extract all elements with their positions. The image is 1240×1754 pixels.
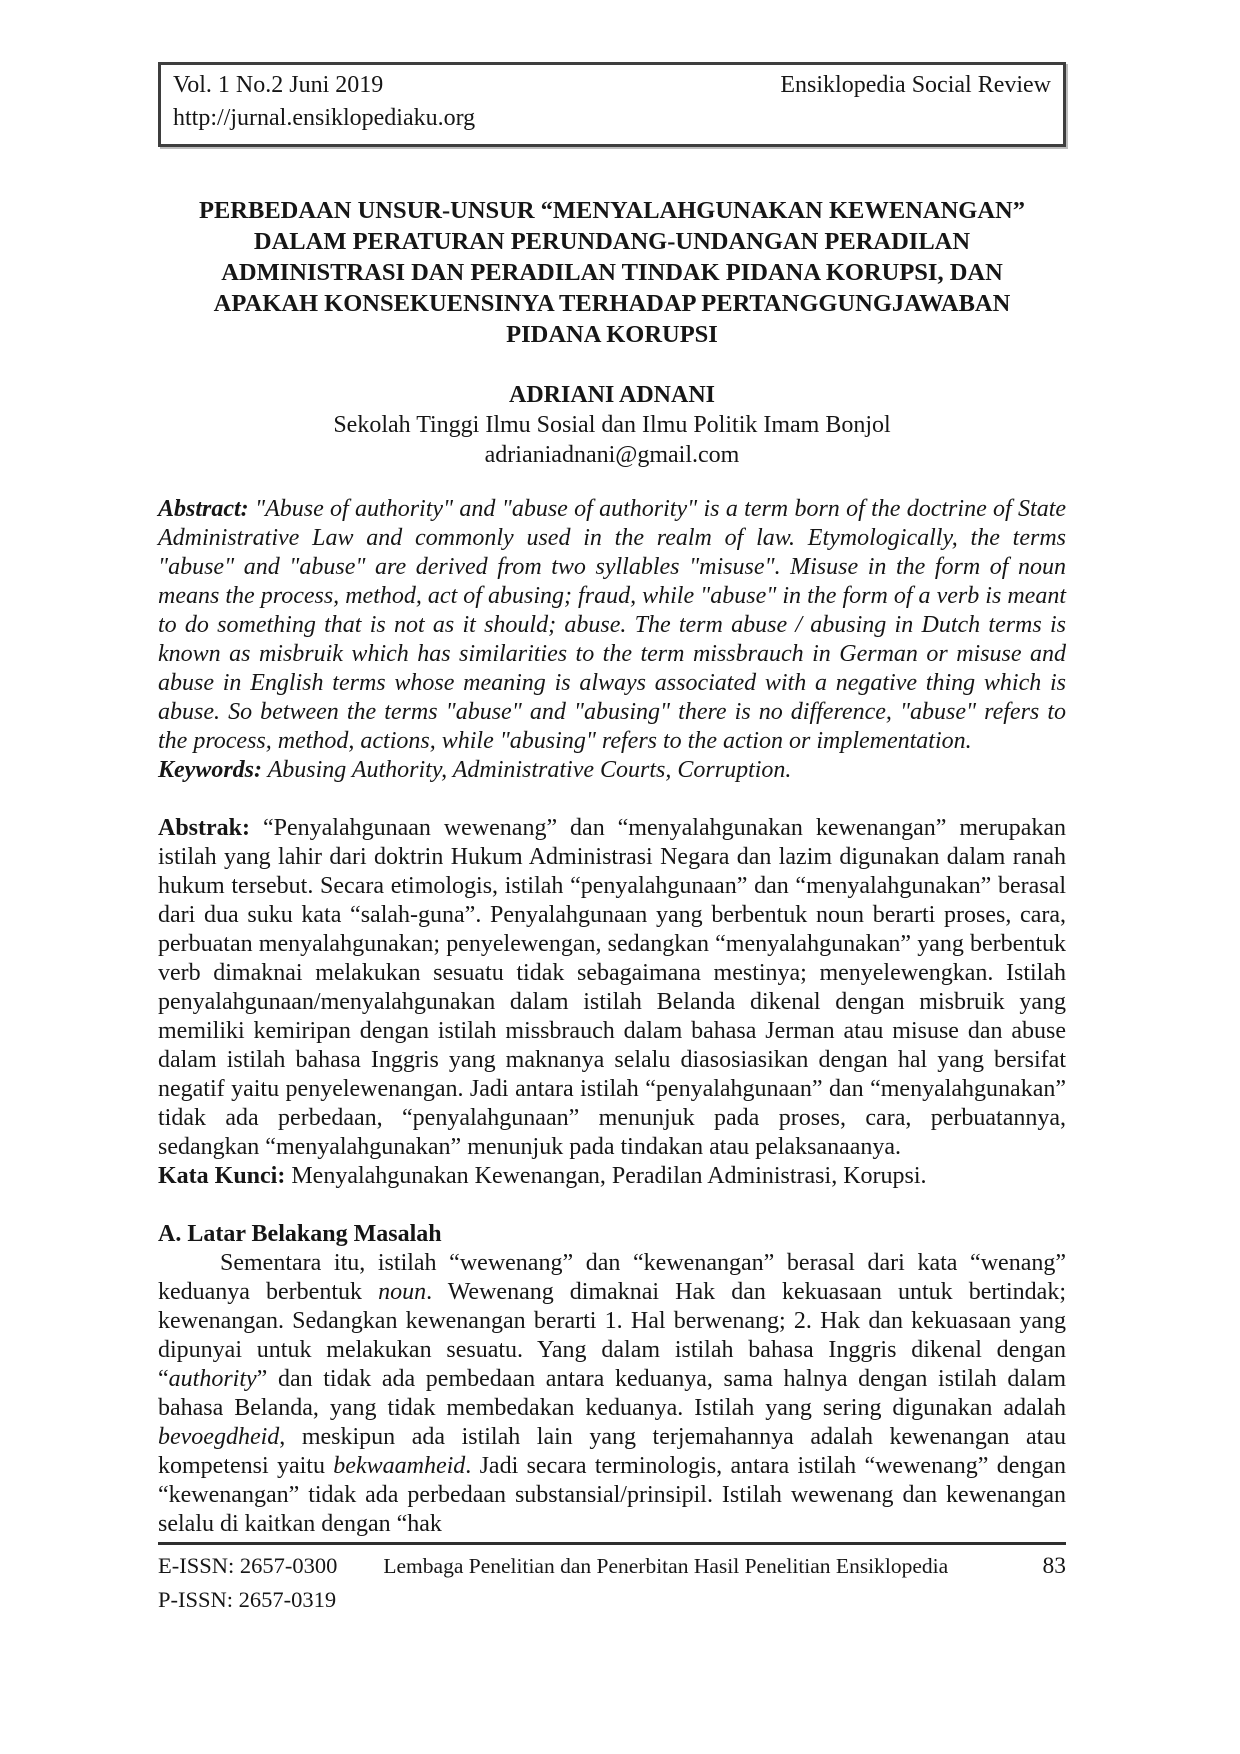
abstract-en-text: "Abuse of authority" and "abuse of authority" is a term born of the doctrine of State Administrative Law and commonly used in the realm of law. Etymologically, the terms "abuse" and "abuse" are derived from two syllables "misuse". Misuse in the form of noun means the process, method, act of abusing; fraud, while "abuse" in the form of a verb is meant to do something that is not as it should; abuse. The term abuse / abusing in Dutch terms is known as misbruik which has similarities to the term missbrauch in German or misuse and abuse in English terms whose meaning is always associated with a negative thing which is abuse. So between the terms "abuse" and "abusing" there is no difference, "abuse" refers to the process, method, actions, while "abusing" refers to the action or implementation. (158, 496, 1067, 754)
e-issn: E-ISSN: 2657-0300 (158, 1553, 338, 1578)
article-title-line: PIDANA KORUPSI (506, 321, 718, 348)
journal-name: Ensiklopedia Social Review (780, 72, 1051, 98)
abstract-en-label: Abstract: (158, 496, 249, 522)
abstract-id (158, 814, 1066, 1162)
keywords-id-label: Kata Kunci: (158, 1163, 286, 1189)
article-title (158, 195, 1066, 350)
author-affiliation: Sekolah Tinggi Ilmu Sosial dan Ilmu Politik Imam Bonjol (333, 412, 891, 438)
abstract-id-label: Abstrak: (158, 815, 251, 841)
page-number: 83 (1042, 1553, 1066, 1579)
keywords-en-text: Abusing Authority, Administrative Courts, Corruption. (267, 757, 792, 783)
author-email[interactable]: adrianiadnani@gmail.com (484, 442, 740, 468)
article-title-line: DALAM PERATURAN PERUNDANG-UNDANGAN PERADILAN (253, 228, 971, 255)
journal-header (158, 62, 1066, 147)
article-title-line: PERBEDAAN UNSUR-UNSUR “MENYALAHGUNAKAN KEWENANGAN” (198, 197, 1025, 224)
author-block (158, 380, 1066, 470)
keywords-id (158, 1162, 1066, 1191)
p-issn: P-ISSN: 2657-0319 (158, 1587, 337, 1612)
author-name: ADRIANI ADNANI (508, 382, 715, 408)
abstract-id-text: “Penyalahgunaan wewenang” dan “menyalahgunakan kewenangan” merupakan istilah yang lahir dari doktrin Hukum Administrasi Negara dan lazim digunakan dalam ranah hukum tersebut. Secara etimologis, istilah “penyalahgunaan” dan “menyalahgunakan” berasal dari dua suku kata “salah-guna”. Penyalahgunaan yang berbentuk noun berarti proses, cara, perbuatan menyalahgunakan; penyelewengan, sedangkan “menyalahgunakan” yang berbentuk verb dimaknai melakukan sesuatu tidak sebagaimana mestinya; menyelewengkan. Istilah penyalahgunaan/menyalahgunakan dalam istilah Belanda dikenal dengan misbruik yang memiliki kemiripan dengan istilah missbrauch dalam bahasa Jerman atau misuse dan abuse dalam istilah bahasa Inggris yang maknanya selalu diasosiasikan dengan hal yang bersifat negatif yaitu penyelewenangan. Jadi antara istilah “penyalahgunaan” dan “menyalahgunakan” tidak ada perbedaan, “penyalahgunaan” menunjuk pada proses, cara, perbuatannya, sedangkan “menyalahgunakan” menunjuk pada tindakan atau pelaksanaanya. (158, 815, 1066, 1160)
page-footer (158, 1542, 1066, 1616)
keywords-id-text: Menyalahgunakan Kewenangan, Peradilan Administrasi, Korupsi. (291, 1163, 927, 1189)
journal-url[interactable]: http://jurnal.ensiklopediaku.org (173, 105, 476, 131)
publisher-name: Lembaga Penelitian dan Penerbitan Hasil Penelitian Ensiklopedia (383, 1554, 949, 1578)
article-title-line: ADMINISTRASI DAN PERADILAN TINDAK PIDANA KORUPSI, DAN (221, 259, 1003, 286)
section-a-heading: A. Latar Belakang Masalah (158, 1221, 442, 1247)
keywords-en-label: Keywords: (158, 757, 262, 783)
article-title-line: APAKAH KONSEKUENSINYA TERHADAP PERTANGGUNGJAWABAN (213, 290, 1011, 317)
section-a-paragraph: Sementara itu, istilah “wewenang” dan “kewenangan” berasal dari kata “wenang” keduanya berbentuk noun. Wewenang dimaknai Hak dan kekuasaan untuk bertindak; kewenangan. Sedangkan kewenangan berarti 1. Hal berwenang; 2. Hak dan kekuasaan yang dipunyai untuk melakukan sesuatu. Yang dalam istilah bahasa Inggris dikenal dengan “authority” dan tidak ada pembedaan antara keduanya, sama halnya dengan istilah dalam bahasa Belanda, yang tidak membedakan keduanya. Istilah yang sering digunakan adalah bevoegdheid, meskipun ada istilah lain yang terjemahannya adalah kewenangan atau kompetensi yaitu bekwaamheid. Jadi secara terminologis, antara istilah “wewenang” dengan “kewenangan” tidak ada perbedaan substansial/prinsipil. Istilah wewenang dan kewenangan selalu di kaitkan dengan “hak (158, 1250, 1066, 1537)
keywords-en (158, 756, 1066, 785)
volume-info: Vol. 1 No.2 Juni 2019 (173, 72, 384, 98)
abstract-en (158, 495, 1066, 756)
